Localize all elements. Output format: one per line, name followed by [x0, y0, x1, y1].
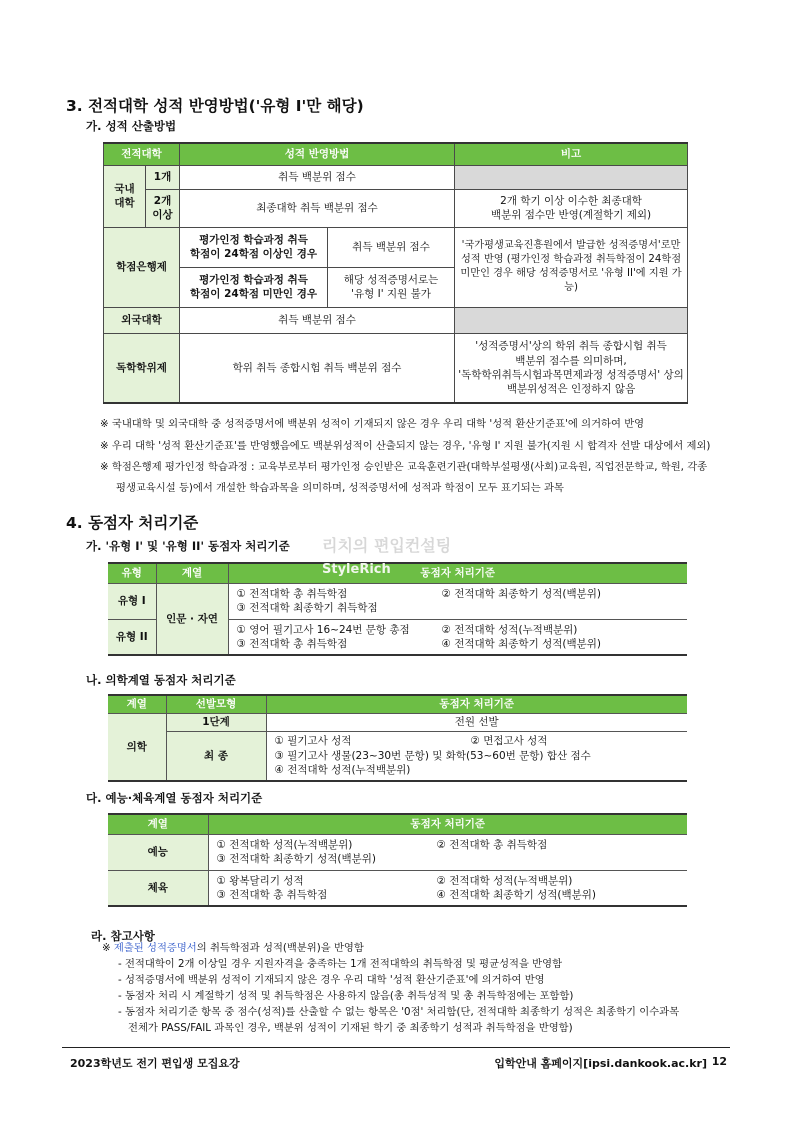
watermark-logo: StyleRich [322, 562, 391, 577]
sports-rule-3: ③ 전적대학 총 취득학점 [216, 888, 328, 901]
self-method: 학위 취득 종합시험 취득 백분위 점수 [180, 333, 455, 403]
final-rule-3: ③ 필기고사 생물(23~30번 문항) 및 화학(53~60번 문항) 합산 점수 [274, 749, 591, 762]
cb-over-24: 평가인정 학습과정 취득 학점이 24학점 이상인 경우 [180, 227, 328, 267]
foreign-remarks-blank [455, 307, 688, 333]
header-field-arts: 계열 [108, 814, 208, 834]
label-type-1: 유형 I [108, 583, 156, 619]
ref-item-4-cont: 전체가 PASS/FAIL 과목인 경우, 백분위 성적이 기재된 학기 중 최종학기 성적과 취득학점을 반영함) [128, 1022, 573, 1034]
label-type-2: 유형 II [108, 619, 156, 655]
header-prev-college: 전적대학 [104, 143, 180, 165]
label-domestic: 국내 대학 [104, 165, 146, 227]
label-one: 1개 [146, 165, 180, 189]
ref-lead-highlight: 제출된 성적증명서 [113, 942, 197, 954]
header-field-med: 계열 [108, 695, 166, 713]
label-final: 최 종 [166, 731, 266, 781]
one-remarks-blank [455, 165, 688, 189]
ref-lead [102, 941, 364, 955]
header-selection-model: 선발모형 [166, 695, 266, 713]
header-tie-rule-med: 동점자 처리기준 [266, 695, 687, 713]
type2-rule-2: ② 전적대학 성적(누적백분위) [441, 623, 578, 636]
tie-rule-arts-table [108, 813, 687, 907]
section-4-title: 4. 동점자 처리기준 [66, 514, 199, 532]
sports-rule-4: ④ 전적대학 최종학기 성적(백분위) [436, 888, 596, 901]
one-method: 취득 백분위 점수 [180, 165, 455, 189]
label-humanities-science: 인문 · 자연 [156, 583, 228, 655]
arts-rule-1: ① 전적대학 성적(누적백분위) [216, 838, 353, 851]
final-rule-4: ④ 전적대학 성적(누적백분위) [274, 763, 411, 776]
sports-rule-2: ② 전적대학 성적(누적백분위) [436, 874, 573, 887]
two-remarks: 2개 학기 이상 이수한 최종대학 백분위 점수만 반영(계절학기 제외) [455, 189, 688, 227]
header-field: 계열 [156, 563, 228, 583]
note-3: ※ 학점은행제 평가인정 학습과정 : 교육부로부터 평가인정 승인받은 교육훈련기관(대학부설평생(사회)교육원, 직업전문학교, 학원, 각종 [100, 461, 708, 473]
watermark-text: 리치의 편입컨설팅 [322, 536, 452, 555]
section-4-ga-title: 가. '유형 I' 및 '유형 II' 동점자 처리기준 [86, 539, 290, 553]
section-4-da-title: 다. 예능·체육계열 동점자 처리기준 [86, 791, 263, 805]
cb-under-24: 평가인정 학습과정 취득 학점이 24학점 미만인 경우 [180, 267, 328, 307]
arts-rule-3: ③ 전적대학 최종학기 성적(백분위) [216, 853, 376, 865]
foreign-method: 취득 백분위 점수 [180, 307, 455, 333]
note-3-cont: 평생교육시설 등)에서 개설한 학습과목을 의미하며, 성적증명서에 성적과 학점이 모두 표기되는 과목 [116, 482, 564, 494]
ref-item-1: - 전적대학이 2개 이상일 경우 지원자격을 충족하는 1개 전적대학의 취득학점 및 평균성적을 반영함 [118, 958, 563, 970]
cb-over-method: 취득 백분위 점수 [328, 227, 455, 267]
ref-lead-rest: 의 취득학점과 성적(백분위)을 반영함 [196, 942, 364, 954]
type2-rule-1: ① 영어 필기고사 16~24번 문항 총점 [236, 623, 410, 636]
header-tie-rule: 동점자 처리기준 [228, 563, 687, 583]
header-type: 유형 [108, 563, 156, 583]
cb-under-method: 해당 성적증명서로는 '유형 I' 지원 불가 [328, 267, 455, 307]
header-method: 성적 반영방법 [180, 143, 455, 165]
label-credit-bank: 학점은행제 [104, 227, 180, 307]
tie-rule-medical-table [108, 694, 687, 782]
type1-rule-1: ① 전적대학 총 취득학점 [236, 587, 348, 600]
section-4-ra-title: 라. 참고사항 [91, 929, 155, 943]
note-1: ※ 국내대학 및 외국대학 중 성적증명서에 백분위 성적이 기재되지 않은 경우 우리 대학 '성적 환산기준표'에 의거하여 반영 [100, 418, 645, 430]
page-number: 12 [711, 1055, 727, 1068]
sports-rule-1: ① 왕복달리기 성적 [216, 874, 304, 887]
stage-1-rule: 전원 선발 [266, 713, 687, 731]
type2-rule-3: ③ 전적대학 총 취득학점 [236, 637, 348, 650]
two-method: 최종대학 취득 백분위 점수 [180, 189, 455, 227]
note-2: ※ 우리 대학 '성적 환산기준표'를 반영했음에도 백분위성적이 산출되지 않는 경우, '유형 I' 지원 불가(지원 시 합격자 선발 대상에서 제외) [100, 440, 711, 452]
cb-remarks: '국가평생교육진흥원에서 발급한 성적증명서'로만 성적 반영 (평가인정 학습과정 취득학점이 24학점 미만인 경우 해당 성적증명서로 '유형 II'에 지원 가능) [455, 227, 688, 307]
ref-item-3: - 동점자 처리 시 계절학기 성적 및 취득학점은 사용하지 않음(총 취득성적 및 총 취득학점에는 포함함) [118, 990, 574, 1002]
grade-method-table [103, 142, 688, 404]
footer-left: 2023학년도 전기 편입생 모집요강 [70, 1057, 240, 1070]
tie-rule-type-table [108, 562, 687, 656]
type1-rule-2: ② 전적대학 최종학기 성적(백분위) [441, 587, 601, 600]
ref-item-2: - 성적증명서에 백분위 성적이 기재되지 않은 경우 우리 대학 '성적 환산기준표'에 의거하여 반영 [118, 974, 545, 986]
final-rule-1: ① 필기고사 성적 [274, 735, 352, 748]
section-3-subtitle: 가. 성적 산출방법 [86, 119, 177, 133]
ref-item-4: - 동점자 처리기준 항목 중 점수(성적)를 산출할 수 없는 항목은 '0점' 처리함(단, 전적대학 최종학기 성적은 최종학기 이수과목 [118, 1006, 680, 1018]
label-stage-1: 1단계 [166, 713, 266, 731]
label-foreign: 외국대학 [104, 307, 180, 333]
label-self-degree: 독학학위제 [104, 333, 180, 403]
footer-divider [62, 1047, 730, 1048]
arts-rule-2: ② 전적대학 총 취득학점 [436, 838, 548, 851]
label-arts: 예능 [108, 834, 208, 870]
final-rule-2: ② 면접고사 성적 [470, 735, 548, 748]
type2-rule-4: ④ 전적대학 최종학기 성적(백분위) [441, 637, 601, 650]
type1-rule-3: ③ 전적대학 최종학기 취득학점 [236, 602, 378, 614]
header-remarks: 비고 [455, 143, 688, 165]
label-sports: 체육 [108, 870, 208, 906]
header-tie-rule-arts: 동점자 처리기준 [208, 814, 687, 834]
footer-homepage: 입학안내 홈페이지[ipsi.dankook.ac.kr] [494, 1057, 707, 1070]
ref-lead-mark: ※ [102, 942, 114, 954]
label-medicine: 의학 [108, 713, 166, 781]
section-3-title: 3. 전적대학 성적 반영방법('유형 I'만 해당) [66, 97, 364, 115]
section-4-na-title: 나. 의학계열 동점자 처리기준 [86, 673, 236, 687]
self-remarks: '성적증명서'상의 학위 취득 종합시험 취득 백분위 점수를 의미하며, '독학학위취득시험과목면제과정 성적증명서' 상의 백분위성적은 인정하지 않음 [455, 333, 688, 403]
label-two-plus: 2개 이상 [146, 189, 180, 227]
